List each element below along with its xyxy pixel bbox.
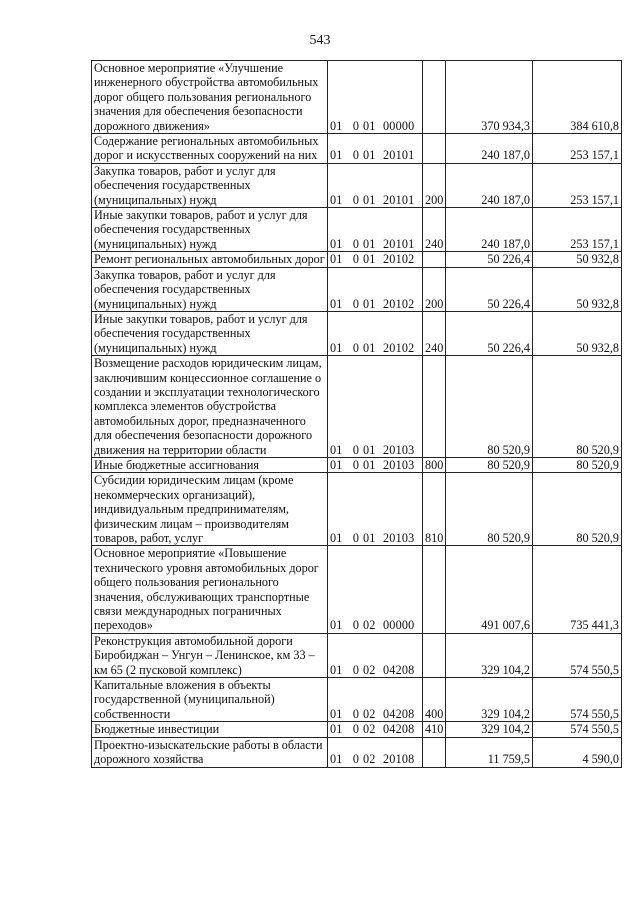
- table-row: [92, 134, 622, 164]
- target-article-code-cell: [328, 457, 423, 472]
- code-part-4: 04208: [383, 722, 415, 737]
- code-part-1: 01: [330, 236, 343, 251]
- code-part-2: 0: [352, 618, 360, 633]
- expense-type-cell: 200: [423, 163, 446, 207]
- expense-type-cell: 400: [423, 678, 446, 722]
- code-part-3: 02: [363, 722, 376, 737]
- expense-name-cell: Основное мероприятие «Улучшение инженерного обустройства автомобильных дорог общего пользования регионального значения для обеспечения безопасности дорожного движения»: [92, 61, 328, 134]
- expense-type-cell: [423, 737, 446, 767]
- expense-name-cell: Проектно-изыскательские работы в области дорожного хозяйства: [92, 737, 328, 767]
- target-article-code-cell: [328, 678, 423, 722]
- target-article-code-cell: [328, 267, 423, 311]
- amount-second-year-cell: 574 550,5: [533, 633, 622, 677]
- expense-type-cell: 810: [423, 473, 446, 546]
- table-row: [92, 267, 622, 311]
- code-part-2: 0: [352, 706, 360, 721]
- amount-first-year-cell: 50 226,4: [446, 311, 533, 355]
- table-row: [92, 546, 622, 633]
- code-part-2: 0: [352, 148, 360, 163]
- code-part-1: 01: [330, 340, 343, 355]
- table-row: [92, 633, 622, 677]
- target-article-code-cell: [328, 633, 423, 677]
- code-part-3: 01: [363, 296, 376, 311]
- expense-name-cell: Субсидии юридическим лицам (кроме некоммерческих организаций), индивидуальным предпринимателям, физическим лицам – производителям товаров, работ, услуг: [92, 473, 328, 546]
- expense-name-cell: Иные бюджетные ассигнования: [92, 457, 328, 472]
- code-part-3: 01: [363, 457, 376, 472]
- code-part-1: 01: [330, 192, 343, 207]
- code-part-3: 02: [363, 706, 376, 721]
- amount-second-year-cell: 253 157,1: [533, 134, 622, 164]
- target-article-code-cell: [328, 163, 423, 207]
- code-part-3: 01: [363, 148, 376, 163]
- expense-type-cell: [423, 252, 446, 267]
- expense-name-cell: Содержание региональных автомобильных дорог и искусственных сооружений на них: [92, 134, 328, 164]
- code-part-2: 0: [352, 662, 360, 677]
- table-row: [92, 61, 622, 134]
- code-part-4: 20103: [383, 442, 415, 457]
- target-article-code-cell: [328, 134, 423, 164]
- expense-name-cell: Иные закупки товаров, работ и услуг для обеспечения государственных (муниципальных) нужд: [92, 208, 328, 252]
- amount-second-year-cell: 735 441,3: [533, 546, 622, 633]
- expense-name-cell: Ремонт региональных автомобильных дорог: [92, 252, 328, 267]
- code-part-1: 01: [330, 722, 343, 737]
- code-part-4: 00000: [383, 618, 415, 633]
- code-part-2: 0: [352, 752, 360, 767]
- expense-type-cell: [423, 356, 446, 458]
- amount-second-year-cell: 253 157,1: [533, 208, 622, 252]
- target-article-code-cell: [328, 311, 423, 355]
- code-part-4: 20101: [383, 148, 415, 163]
- amount-second-year-cell: 50 932,8: [533, 252, 622, 267]
- target-article-code-cell: [328, 252, 423, 267]
- code-part-1: 01: [330, 457, 343, 472]
- expense-name-cell: Иные закупки товаров, работ и услуг для обеспечения государственных (муниципальных) нужд: [92, 311, 328, 355]
- code-part-2: 0: [352, 457, 360, 472]
- amount-first-year-cell: 240 187,0: [446, 163, 533, 207]
- amount-second-year-cell: 384 610,8: [533, 61, 622, 134]
- code-part-3: 02: [363, 662, 376, 677]
- amount-first-year-cell: 80 520,9: [446, 473, 533, 546]
- expense-type-cell: 200: [423, 267, 446, 311]
- target-article-code-cell: [328, 737, 423, 767]
- amount-second-year-cell: 4 590,0: [533, 737, 622, 767]
- page-number: 543: [309, 33, 331, 48]
- amount-second-year-cell: 80 520,9: [533, 356, 622, 458]
- target-article-code-cell: [328, 356, 423, 458]
- code-part-4: 20101: [383, 192, 415, 207]
- code-part-3: 02: [363, 618, 376, 633]
- table-row: [92, 208, 622, 252]
- target-article-code-cell: [328, 473, 423, 546]
- code-part-4: 04208: [383, 662, 415, 677]
- code-part-2: 0: [352, 118, 360, 133]
- expense-name-cell: Закупка товаров, работ и услуг для обеспечения государственных (муниципальных) нужд: [92, 267, 328, 311]
- table-row: [92, 737, 622, 767]
- amount-second-year-cell: 574 550,5: [533, 678, 622, 722]
- table-row: [92, 457, 622, 472]
- code-part-4: 20108: [383, 752, 415, 767]
- code-part-3: 02: [363, 752, 376, 767]
- code-part-2: 0: [352, 722, 360, 737]
- code-part-1: 01: [330, 296, 343, 311]
- amount-second-year-cell: 80 520,9: [533, 457, 622, 472]
- expense-type-cell: 240: [423, 208, 446, 252]
- code-part-4: 04208: [383, 706, 415, 721]
- expense-type-cell: 800: [423, 457, 446, 472]
- amount-second-year-cell: 574 550,5: [533, 722, 622, 737]
- expense-name-cell: Основное мероприятие «Повышение технического уровня автомобильных дорог общего пользования регионального значения, обслуживающих транспортные связи международных пограничных переходов»: [92, 546, 328, 633]
- expense-name-cell: Капитальные вложения в объекты государственной (муниципальной) собственности: [92, 678, 328, 722]
- amount-first-year-cell: 370 934,3: [446, 61, 533, 134]
- code-part-1: 01: [330, 618, 343, 633]
- code-part-3: 01: [363, 252, 376, 267]
- amount-second-year-cell: 253 157,1: [533, 163, 622, 207]
- amount-first-year-cell: 50 226,4: [446, 267, 533, 311]
- code-part-3: 01: [363, 340, 376, 355]
- code-part-3: 01: [363, 118, 376, 133]
- amount-first-year-cell: 80 520,9: [446, 457, 533, 472]
- table-row: [92, 252, 622, 267]
- code-part-4: 20103: [383, 457, 415, 472]
- code-part-2: 0: [352, 252, 360, 267]
- table-row: [92, 356, 622, 458]
- table-row: [92, 311, 622, 355]
- code-part-3: 01: [363, 442, 376, 457]
- code-part-2: 0: [352, 442, 360, 457]
- expense-name-cell: Реконструкция автомобильной дороги Биробиджан – Унгун – Ленинское, км 33 – км 65 (2 пусковой комплекс): [92, 633, 328, 677]
- code-part-4: 20102: [383, 252, 415, 267]
- expense-type-cell: [423, 633, 446, 677]
- amount-first-year-cell: 80 520,9: [446, 356, 533, 458]
- expense-type-cell: 240: [423, 311, 446, 355]
- table-row: [92, 722, 622, 737]
- code-part-4: 20101: [383, 236, 415, 251]
- target-article-code-cell: [328, 546, 423, 633]
- amount-second-year-cell: 50 932,8: [533, 311, 622, 355]
- code-part-4: 20102: [383, 296, 415, 311]
- expense-name-cell: Возмещение расходов юридическим лицам, заключившим концессионное соглашение о создании и эксплуатации технологического комплекса элементов обустройства автомобильных дорог, предназначенного для обеспечения безопасности дорожного движения на территории области: [92, 356, 328, 458]
- expense-type-cell: [423, 134, 446, 164]
- expense-type-cell: 410: [423, 722, 446, 737]
- amount-first-year-cell: 240 187,0: [446, 134, 533, 164]
- code-part-3: 01: [363, 531, 376, 545]
- amount-first-year-cell: 329 104,2: [446, 633, 533, 677]
- code-part-3: 01: [363, 236, 376, 251]
- code-part-1: 01: [330, 706, 343, 721]
- amount-first-year-cell: 491 007,6: [446, 546, 533, 633]
- code-part-1: 01: [330, 752, 343, 767]
- expense-type-cell: [423, 546, 446, 633]
- code-part-2: 0: [352, 296, 360, 311]
- table-row: [92, 163, 622, 207]
- budget-table: [91, 60, 622, 768]
- code-part-1: 01: [330, 252, 343, 267]
- amount-first-year-cell: 329 104,2: [446, 722, 533, 737]
- amount-first-year-cell: 240 187,0: [446, 208, 533, 252]
- code-part-4: 20103: [383, 531, 415, 545]
- table-row: [92, 473, 622, 546]
- amount-first-year-cell: 329 104,2: [446, 678, 533, 722]
- budget-table-body: [92, 61, 622, 768]
- code-part-1: 01: [330, 442, 343, 457]
- code-part-4: 20102: [383, 340, 415, 355]
- target-article-code-cell: [328, 208, 423, 252]
- expense-name-cell: Закупка товаров, работ и услуг для обеспечения государственных (муниципальных) нужд: [92, 163, 328, 207]
- amount-second-year-cell: 80 520,9: [533, 473, 622, 546]
- code-part-2: 0: [352, 236, 360, 251]
- code-part-3: 01: [363, 192, 376, 207]
- code-part-4: 00000: [383, 118, 415, 133]
- code-part-2: 0: [352, 531, 360, 545]
- code-part-1: 01: [330, 662, 343, 677]
- code-part-1: 01: [330, 148, 343, 163]
- code-part-1: 01: [330, 118, 343, 133]
- table-row: [92, 678, 622, 722]
- code-part-2: 0: [352, 340, 360, 355]
- expense-type-cell: [423, 61, 446, 134]
- amount-second-year-cell: 50 932,8: [533, 267, 622, 311]
- target-article-code-cell: [328, 722, 423, 737]
- amount-first-year-cell: 50 226,4: [446, 252, 533, 267]
- code-part-2: 0: [352, 192, 360, 207]
- code-part-1: 01: [330, 531, 343, 545]
- amount-first-year-cell: 11 759,5: [446, 737, 533, 767]
- expense-name-cell: Бюджетные инвестиции: [92, 722, 328, 737]
- target-article-code-cell: [328, 61, 423, 134]
